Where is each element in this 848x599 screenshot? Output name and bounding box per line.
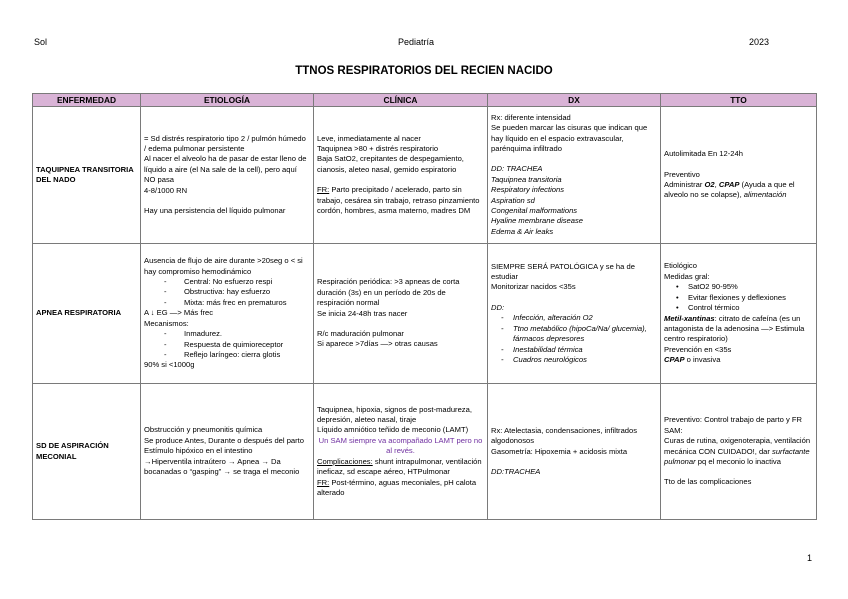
text-line: Prevención en <35s	[664, 344, 732, 354]
text-line: = Sd distrés respiratorio tipo 2 / pulmón húmedo / edema pulmonar persistente	[144, 133, 306, 153]
text-line: Gasometría: Hipoxemia + acidosis mixta	[491, 446, 628, 456]
text-span: (Ayuda a que el alveolo no se colapse),	[664, 180, 795, 200]
clinic-cell	[314, 384, 488, 520]
text-line: Obstrucción y pneumonitis química	[144, 425, 263, 435]
text-line: Leve, inmediatamente al nacer	[317, 133, 421, 143]
list-item: Respiratory infections	[491, 185, 565, 195]
disease-name: APNEA RESPIRATORIA	[33, 244, 141, 384]
text-span: O2	[704, 180, 715, 189]
spacer	[491, 457, 657, 467]
dd-label: DD: TRACHEA	[491, 164, 543, 174]
text-span: CPAP	[718, 180, 740, 189]
text-line: Si aparece >7días —> otras causas	[317, 339, 438, 349]
text-span: Metil-xantinas	[664, 313, 715, 323]
highlight-note: Un SAM siempre va acompañado LAMT pero no al revés.	[318, 435, 483, 456]
text-line: Ausencia de flujo de aire durante >20seg o < si hay compromiso hemodinámico	[144, 256, 303, 276]
text-line: 90% si <1000g	[144, 360, 195, 370]
col-header-etiologia: ETIOLOGÍA	[141, 94, 314, 107]
clinic-cell	[314, 107, 488, 244]
dd-list	[491, 313, 657, 365]
text-line: Taquipnea >80 + distrés respiratorio	[317, 143, 439, 153]
header-left: Sol	[34, 37, 48, 47]
text-span: ,	[714, 180, 719, 189]
etiology-cell	[141, 384, 314, 520]
etiology-cell	[141, 244, 314, 384]
etiology-types-list	[144, 277, 310, 308]
etiology-cell	[141, 107, 314, 244]
text-line: SIEMPRE SERÁ PATOLÓGICA y se ha de estudiar	[491, 261, 635, 282]
risk-factors	[317, 478, 484, 499]
list-item: • Control térmico	[664, 303, 813, 313]
list-item: Taquipnea transitoria	[491, 174, 562, 184]
text-line: →Hiperventila intraútero → Apnea → Da bocanadas o “gasping” → se traga el meconio	[144, 456, 300, 477]
risk-factors-text: Parto precipitado / acelerado, parto sin trabajo, cesárea sin trabajo, retraso pinzamiento cordón, hombres, asma materno, madres DM	[317, 185, 480, 216]
header-center: Pediatría	[398, 37, 435, 47]
tto-cell	[661, 244, 817, 384]
col-header-tto: TTO	[661, 94, 817, 107]
list-item: - Obstructiva: hay esfuerzo	[144, 287, 310, 297]
list-item: - Reflejo laríngeo: cierra glotis	[144, 350, 310, 360]
text-line	[664, 355, 813, 365]
text-line: Líquido amniótico teñido de meconio (LAMT)	[317, 425, 469, 435]
list-item: Congenital malformations	[491, 206, 578, 216]
dx-cell	[488, 384, 661, 520]
list-item: - Respuesta de quimioreceptor	[144, 340, 310, 350]
text-line: Se produce Antes, Durante o después del parto	[144, 435, 304, 445]
text-line: Rx: Atelectasia, condensaciones, infiltrados algodonosos	[491, 425, 638, 446]
complications-label: Complicaciones:	[317, 456, 373, 466]
text-line: Autolimitada En 12-24h	[664, 149, 743, 159]
clinic-cell	[314, 244, 488, 384]
col-header-dx: DX	[488, 94, 661, 107]
page-title: TTNOS RESPIRATORIOS DEL RECIEN NACIDO	[295, 65, 553, 77]
list-item: Edema & Air leaks	[491, 226, 554, 236]
text-line: Se pueden marcar las cisuras que indican que hay líquido en el espacio extravascular, parénquima infiltrado	[491, 123, 648, 153]
col-header-clinica: CLÍNICA	[314, 94, 488, 107]
complications	[317, 457, 484, 478]
text-line: Taquipnea, hipoxia, signos de post-madureza, depresión, aleteo nasal, tiraje	[317, 404, 472, 425]
text-line: SAM:	[664, 425, 683, 435]
list-item: - Inmadurez.	[144, 329, 310, 339]
text-line: Etiológico	[664, 261, 697, 271]
disease-name: TAQUIPNEA TRANSITORIA DEL NADO	[33, 107, 141, 244]
text-span: Administrar	[664, 180, 705, 189]
text-span: o invasiva	[684, 355, 721, 365]
page-number: 1	[807, 553, 813, 563]
text-line: Monitorizar nacidos <35s	[491, 282, 576, 292]
list-item: • SatO2 90-95%	[664, 282, 813, 292]
spacer	[144, 196, 310, 206]
text-line	[664, 180, 813, 201]
text-line: Estímulo hipóxico en el intestino	[144, 446, 253, 456]
general-measures-list	[664, 282, 813, 313]
spacer	[491, 154, 657, 164]
risk-factors-label: FR:	[317, 477, 330, 487]
text-line: A ↓ EG —> Más frec	[144, 308, 213, 318]
text-line	[664, 314, 813, 345]
list-item: - Cuadros neurológicos	[491, 355, 657, 365]
spacer	[664, 467, 813, 477]
list-item: - Infección, alteración O2	[491, 313, 657, 323]
respiratory-table	[32, 93, 817, 520]
text-line: Medidas gral:	[664, 271, 710, 281]
text-line: R/c maduración pulmonar	[317, 328, 404, 338]
text-line: 4-8/1000 RN	[144, 185, 188, 195]
dx-cell	[488, 107, 661, 244]
text-span: : citrato de cafeína (es un antagonista de la adenosina —> Estimula centro respiratorio)	[664, 313, 805, 344]
list-item: Aspiration sd	[491, 195, 535, 205]
text-line: Preventivo: Control trabajo de parto y FR	[664, 415, 803, 425]
table-row	[33, 384, 817, 520]
text-line: Al nacer el alveolo ha de pasar de estar lleno de líquido a aire (el Na sale de la cell), pero aquí NO pasa	[144, 154, 307, 185]
complications-text: shunt intrapulmonar, ventilación ineficaz, sd escape aéreo, HTPulmonar	[317, 456, 482, 477]
text-line: Baja SatO2, crepitantes de despegamiento, cianosis, aleteo nasal, gemido espiratorio	[317, 154, 464, 174]
text-line: Preventivo	[664, 169, 700, 179]
text-line	[664, 436, 813, 467]
table-header-row	[33, 94, 817, 107]
mechanisms-list	[144, 329, 310, 360]
text-span: surfactante pulmonar	[664, 446, 810, 466]
risk-factors-text: Post-término, aguas meconiales, pH calota alterado	[317, 477, 477, 497]
list-item: Hyaline membrane disease	[491, 216, 584, 226]
text-line: Se inicia 24-48h tras nacer	[317, 308, 408, 318]
list-item: - Mixta: más frec en prematuros	[144, 298, 310, 308]
table-row	[33, 107, 817, 244]
risk-factors-label: FR:	[317, 185, 330, 195]
list-item: - Ttno metabólico (hipoCa/Na/ glucemia), fármacos depresores	[491, 324, 657, 345]
text-span: pq el meconio lo inactiva	[695, 456, 781, 466]
list-item: - Inestabilidad térmica	[491, 345, 657, 355]
text-line: Tto de las complicaciones	[664, 477, 752, 487]
text-line: Respiración periódica: >3 apneas de corta duración (3s) en un período de 20s de respiración normal	[317, 277, 460, 308]
spacer	[317, 319, 484, 329]
dx-cell	[488, 244, 661, 384]
dd-label: DD:	[491, 302, 505, 312]
spacer	[317, 175, 484, 185]
risk-factors	[317, 185, 484, 216]
text-span: Curas de rutina, oxigenoterapia, ventilación mecánica CON CUIDADO!, dar	[664, 436, 811, 456]
spacer	[491, 293, 657, 303]
list-item: • Evitar flexiones y deflexiones	[664, 293, 813, 303]
col-header-enfermedad: ENFERMEDAD	[33, 94, 141, 107]
text-span: alimentación	[743, 190, 787, 200]
list-item: - Central: No esfuerzo respi	[144, 277, 310, 287]
text-line: Hay una persistencia del líquido pulmonar	[144, 206, 286, 216]
text-line: Mecanismos:	[144, 318, 189, 328]
table-row	[33, 244, 817, 384]
header-right: 2023	[749, 37, 770, 47]
disease-name: SD DE ASPIRACIÓN MECONIAL	[33, 384, 141, 520]
dd-label: DD:TRACHEA	[491, 466, 541, 476]
text-line: Rx: diferente intensidad	[491, 112, 571, 122]
tto-cell	[661, 384, 817, 520]
tto-cell	[661, 107, 817, 244]
text-span: CPAP	[664, 355, 685, 365]
spacer	[664, 160, 813, 170]
